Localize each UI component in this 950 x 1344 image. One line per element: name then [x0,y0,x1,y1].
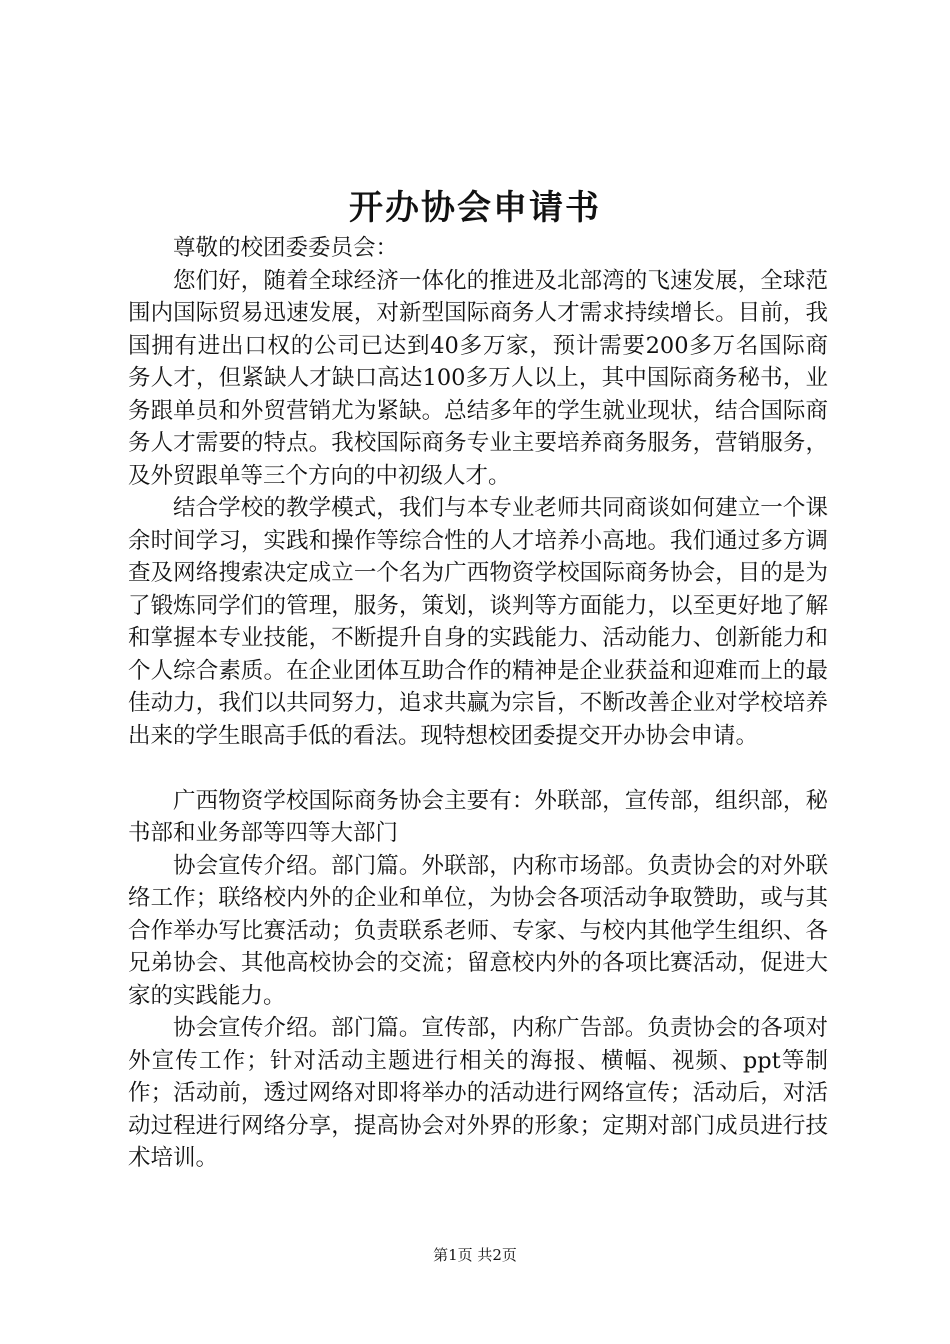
paragraph-purpose: 结合学校的教学模式，我们与本专业老师共同商谈如何建立一个课余时间学习，实践和操作等综合性的人才培养小高地。我们通过多方调查及网络搜索决定成立一个名为广西物资学校国际商务协会，目的是为了锻炼同学们的管理，服务，策划，谈判等方面能力，以至更好地了解和掌握本专业技能，不断提升自身的实践能力、活动能力、创新能力和个人综合素质。在企业团体互助合作的精神是企业获益和迎难而上的最佳动力，我们以共同努力，追求共赢为宗旨，不断改善企业对学校培养出来的学生眼高手低的看法。现特想校团委提交开办协会申请。 [128,495,828,749]
document-title: 开办协会申请书 [349,188,601,228]
paragraph-publicity-dept: 协会宣传介绍。部门篇。宣传部，内称广告部。负责协会的各项对外宣传工作；针对活动主题进行相关的海报、横幅、视频、ppt等制作；活动前，透过网络对即将举办的活动进行网络宣传；活动后，对活动过程进行网络分享，提高协会对外界的形象；定期对部门成员进行技术培训。 [128,1015,828,1171]
page-footer: 第1页 共2页 [433,1246,517,1264]
salutation: 尊敬的校团委委员会： [173,235,399,261]
paragraph-departments: 广西物资学校国际商务协会主要有：外联部，宣传部，组织部，秘书部和业务部等四等大部门 [128,787,828,846]
paragraph-intro: 您们好，随着全球经济一体化的推进及北部湾的飞速发展，全球范围内国际贸易迅速发展，对新型国际商务人才需求持续增长。目前，我国拥有进出口权的公司已达到40多万家，预计需要200多万名国际商务人才，但紧缺人才缺口高达100多万人以上，其中国际商务秘书，业务跟单员和外贸营销尤为紧缺。总结多年的学生就业现状，结合国际商务人才需要的特点。我校国际商务专业主要培养商务服务，营销服务，及外贸跟单等三个方向的中初级人才。 [128,267,828,489]
document-body [128,232,828,1175]
paragraph-liaison-dept: 协会宣传介绍。部门篇。外联部，内称市场部。负责协会的对外联络工作；联络校内外的企业和单位，为协会各项活动争取赞助，或与其合作举办写比赛活动；负责联系老师、专家、与校内其他学生组织、各兄弟协会、其他高校协会的交流；留意校内外的各项比赛活动，促进大家的实践能力。 [128,852,828,1009]
